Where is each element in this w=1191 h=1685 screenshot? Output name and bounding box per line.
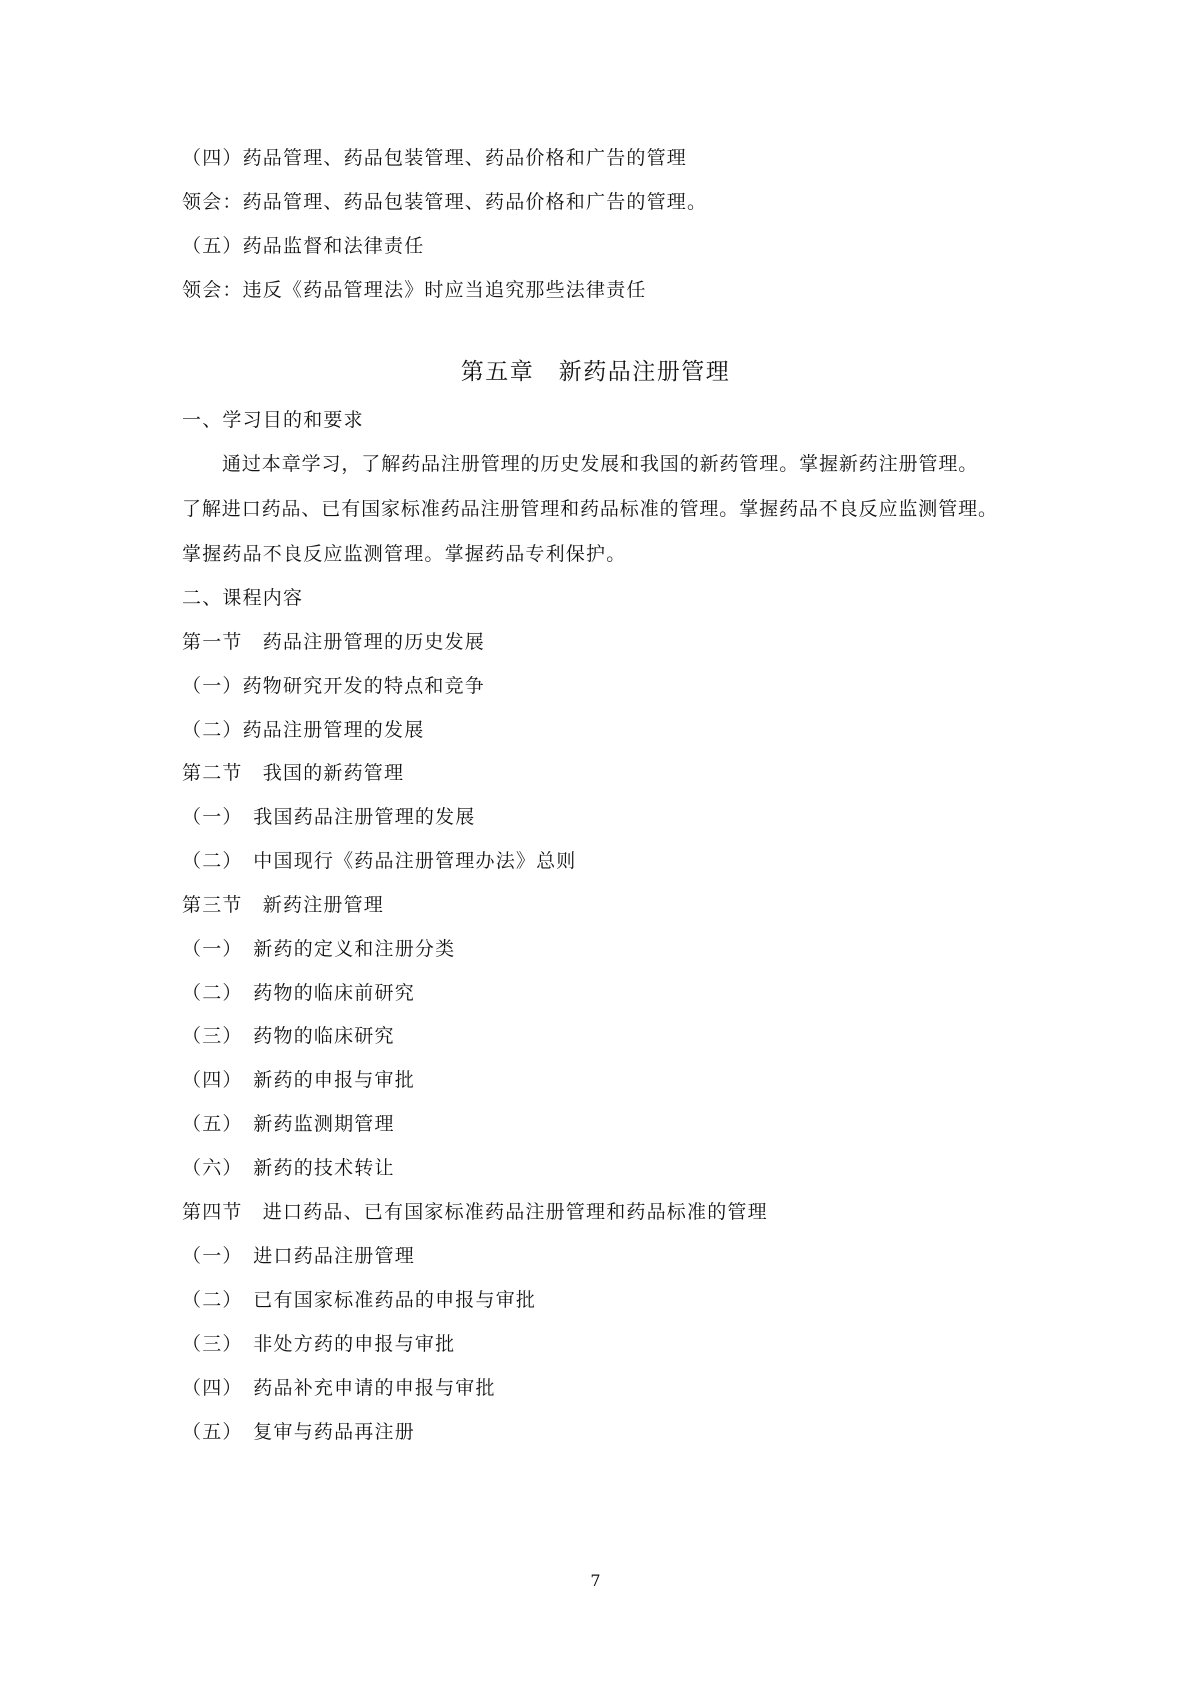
list-item: （四） 药品补充申请的申报与审批 [182,1377,496,1399]
list-item: （二） 已有国家标准药品的申报与审批 [182,1289,537,1311]
list-item: （四） 新药的申报与审批 [182,1069,415,1091]
list-item: （一） 我国药品注册管理的发展 [182,806,476,828]
list-item: （六） 新药的技术转让 [182,1157,395,1179]
top-line-1: （四）药品管理、药品包装管理、药品价格和广告的管理 [182,147,688,169]
list-item: （三） 药物的临床研究 [182,1025,395,1047]
list-item: （一） 进口药品注册管理 [182,1245,415,1267]
objectives-paragraph-line-2: 了解进口药品、已有国家标准药品注册管理和药品标准的管理。掌握药品不良反应监测管理。 [182,498,998,520]
list-item: （二） 中国现行《药品注册管理办法》总则 [182,850,577,872]
section-heading: 第一节 药品注册管理的历史发展 [182,631,486,653]
section-heading: 第二节 我国的新药管理 [182,762,405,784]
list-item: （五） 新药监测期管理 [182,1113,395,1135]
section-heading: 第四节 进口药品、已有国家标准药品注册管理和药品标准的管理 [182,1201,768,1223]
list-item: （一） 新药的定义和注册分类 [182,938,456,960]
chapter-title: 第五章 新药品注册管理 [460,359,731,385]
section-heading: 第三节 新药注册管理 [182,894,385,916]
list-item: （五） 复审与药品再注册 [182,1421,415,1443]
page-number: 7 [590,1571,601,1590]
content-heading: 二、课程内容 [182,587,304,609]
list-item: （三） 非处方药的申报与审批 [182,1333,456,1355]
top-line-2: 领会：药品管理、药品包装管理、药品价格和广告的管理。 [182,191,708,213]
objectives-paragraph-line-1: 通过本章学习，了解药品注册管理的历史发展和我国的新药管理。掌握新药注册管理。 [222,453,979,475]
top-line-4: 领会：违反《药品管理法》时应当追究那些法律责任 [182,279,647,301]
list-item: （一）药物研究开发的特点和竞争 [182,675,486,697]
objectives-paragraph-line-3: 掌握药品不良反应监测管理。掌握药品专利保护。 [182,543,627,565]
list-item: （二）药品注册管理的发展 [182,719,425,741]
top-line-3: （五）药品监督和法律责任 [182,235,425,257]
objectives-heading: 一、学习目的和要求 [182,409,364,431]
list-item: （二） 药物的临床前研究 [182,982,415,1004]
